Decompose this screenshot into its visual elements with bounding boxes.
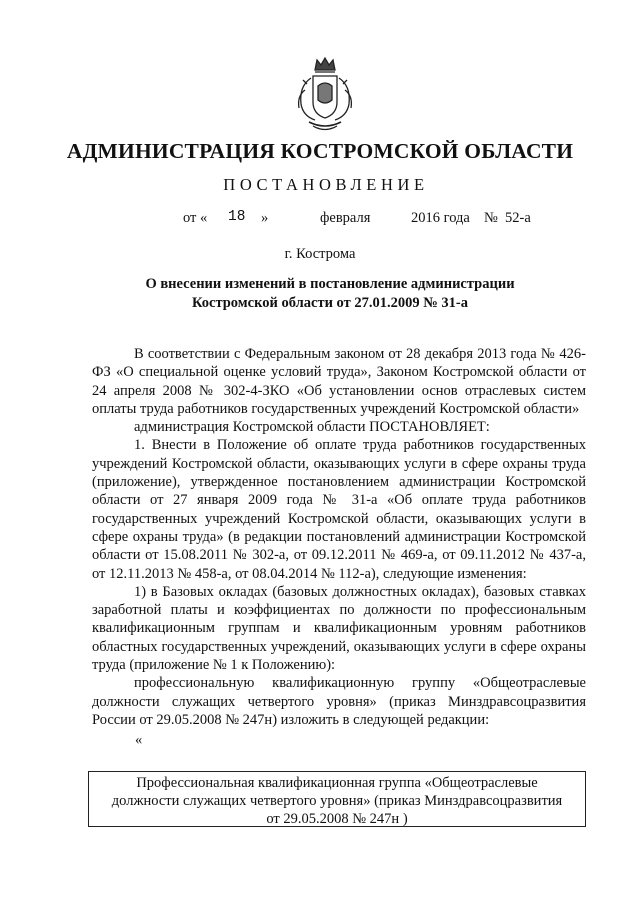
document-title-line-1: О внесении изменений в постановление администрации — [145, 276, 515, 292]
organization-title: АДМИНИСТРАЦИЯ КОСТРОМСКОЙ ОБЛАСТИ — [66, 139, 574, 163]
item-1-paragraph: 1. Внести в Положение об оплате труда работников государственных учреждений Костромской области, оказывающих услуги в сфере охраны труда (приложение), утвержденное постановлением администрации Костромской области от 27 января 2009 года № 31-а «Об оплате труда работников государственных учреждений Костромской области, оказывающих услуги в сфере охраны труда» (в редакции постановлений администрации Костромской области от 15.08.2011 № 302-а, от 09.12.2011 № 469-а, от 09.11.2012 № 437-а, от 12.11.2013 № 458-а, от 08.04.2014 № 112-а), следующие изменения: — [92, 437, 586, 582]
table-header-line-2: должности служащих четвертого уровня» (приказ Минздравсоцразвития — [111, 793, 563, 809]
qualification-group-paragraph: профессиональную квалификационную группу «Общеотраслевые должности служащих четвертого уровня» (приказ Минздравсоцразвития России от 29.05.2008 № 247н) изложить в следующей редакции: — [92, 675, 586, 728]
document-title-line-2: Костромской области от 27.01.2009 № 31-а — [191, 294, 469, 311]
document-title — [120, 275, 540, 312]
city-name: г. Кострома — [284, 246, 356, 262]
subitem-1-paragraph: 1) в Базовых окладах (базовых должностных окладах), базовых ставках заработной платы и коэффициентах по должности по профессиональным квалификационным группам и квалификационным уровням работников областных государственных учреждений, оказывающих услуги в сфере охраны труда (приложение № 1 к Положению): — [92, 583, 586, 674]
date-day: 18 — [228, 209, 246, 225]
coat-of-arms-emblem — [293, 56, 357, 134]
opening-quote: « — [135, 732, 143, 749]
resolves-paragraph: администрация Костромской области ПОСТАНОВЛЯЕТ: — [134, 419, 490, 436]
date-year: 2016 года — [411, 210, 470, 226]
table-header-line-3: от 29.05.2008 № 247н ) — [266, 811, 408, 827]
document-body — [92, 345, 586, 750]
table-header-line-1: Профессиональная квалификационная группа «Общеотраслевые — [136, 775, 538, 791]
date-prefix: от « — [183, 210, 208, 226]
preamble-paragraph: В соответствии с Федеральным законом от 28 декабря 2013 года № 426-ФЗ «О специальной оценке условий труда», Законом Костромской области от 24 апреля 2008 № 302-4-ЗКО «Об установлении основ отраслевых систем оплаты труда работников государственных учреждений Костромской области» — [92, 346, 586, 417]
date-day-close: » — [261, 210, 269, 226]
document-type: ПОСТАНОВЛЕНИЕ — [223, 175, 429, 194]
number-sign: № — [484, 210, 498, 226]
document-number: 52-а — [505, 210, 531, 226]
qualification-group-table-header — [88, 771, 586, 827]
date-month: февраля — [320, 210, 371, 226]
